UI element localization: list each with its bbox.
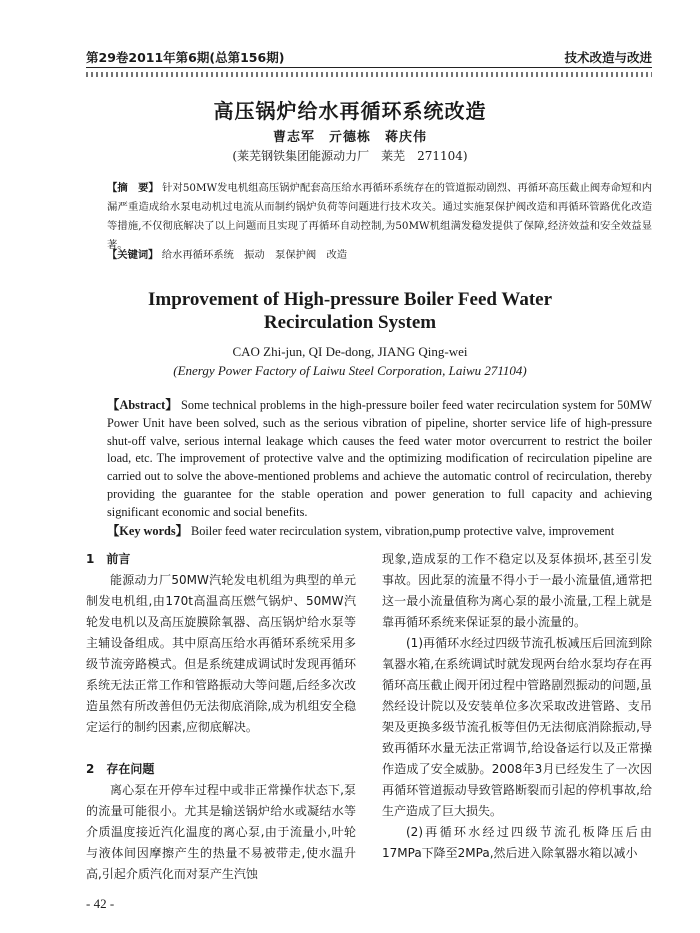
english-title-line2: Recirculation System <box>263 312 437 333</box>
section-1-paragraph: 能源动力厂50MW汽轮发电机组为典型的单元制发电机组,由170t高温高压燃气锅炉、50MW汽轮发电机以及高压旋膜除氧器、高压锅炉给水泵等主辅设备组成。其中原高压给水再循环系统采用多级节流旁路模式。但是系统建成调试时发现再循环系统无法正常工作和管路振动大等问题,后经多次改造虽然有所改善但仍无法彻底消除,成为机组安全稳定运行的制约因素,应彻底解决。 <box>86 573 356 734</box>
body-right-column <box>382 549 652 864</box>
chinese-keywords <box>107 246 652 261</box>
keywords-text: 给水再循环系统 振动 泵保护阀 改造 <box>161 249 348 261</box>
chinese-affiliation: (莱芜钢铁集团能源动力厂 莱芜 271104) <box>232 149 468 163</box>
chinese-authors: 曹志军 亓德栋 蒋庆伟 <box>272 130 427 145</box>
journal-issue: 第29卷2011年第6期(总第156期) <box>86 50 285 65</box>
chinese-title: 高压锅炉给水再循环系统改造 <box>213 99 487 123</box>
page-number: - 42 - <box>86 896 115 911</box>
continued-paragraph: 现象,造成泵的工作不稳定以及泵体损坏,甚至引发事故。因此泵的流量不得小于一最小流量值,通常把这一最小流量值称为离心泵的最小流量,工程上就是靠再循环系统来保证泵的最小流量的。 <box>382 552 652 629</box>
english-keywords <box>107 523 652 541</box>
english-abstract-text: Some technical problems in the high-pressure boiler feed water recirculation system for 50MW Power Unit have been solved, such as the serious vibration of pipeline, shorter service life of high-pressure shut-off valve, serious internal leakage which causes the feed water motor overcurrent to restrict the boiler load, etc. The improvement of protective valve and the optimizing modification of recirculation pipeline are carried out to solve the above-mentioned problems and achieve the automatic control of recirculation, thereby providing the guarantee for the stable operation and power generation to full capacity and achieving significant economic and social benefits. <box>107 398 653 519</box>
section-2-heading: 2 存在问题 <box>86 762 155 776</box>
english-abstract <box>107 397 652 522</box>
section-name: 技术改造与改进 <box>564 50 652 65</box>
english-abstract-label: 【Abstract】 <box>107 398 178 412</box>
english-keywords-text: Boiler feed water recirculation system, vibration,pump protective valve, improvement <box>191 524 615 538</box>
header-rule <box>86 67 652 68</box>
english-affiliation: (Energy Power Factory of Laiwu Steel Corporation, Laiwu 271104) <box>173 363 527 378</box>
header-ornament-rule <box>86 72 652 77</box>
section-gap <box>86 738 356 759</box>
english-title-line1: Improvement of High-pressure Boiler Feed Water <box>147 289 553 310</box>
english-title <box>0 288 700 334</box>
english-keywords-label: 【Key words】 <box>107 524 188 538</box>
item-1-paragraph: (1)再循环水经过四级节流孔板减压后回流到除氧器水箱,在系统调试时就发现两台给水泵均存在再循环高压截止阀开闭过程中管路剧烈振动的问题,虽然经设计院以及安装单位多次采取改进管路、支吊架及更换多级节流孔板等但仍无法彻底消除振动,导致再循环水量无法正常调节,给设备运行以及正常操作造成了安全威胁。2008年3月已经发生了一次因再循环管道振动导致管路断裂而引起的停机事故,给生产造成了巨大损失。 <box>382 636 652 818</box>
abstract-label: 【摘 要】 <box>107 182 159 194</box>
section-1-heading: 1 前言 <box>86 552 131 566</box>
english-authors: CAO Zhi-jun, QI De-dong, JIANG Qing-wei <box>232 344 468 359</box>
chinese-abstract <box>107 179 652 255</box>
item-2-paragraph: (2)再循环水经过四级节流孔板降压后由17MPa下降至2MPa,然后进入除氧器水箱以减小 <box>382 825 652 860</box>
abstract-text: 针对50MW发电机组高压锅炉配套高压给水再循环系统存在的管道振动剧烈、再循环高压截止阀寿命短和内漏严重造成给水泵电动机过电流从而制约锅炉负荷等问题进行技术攻关。通过实施泵保护阀改造和再循环管路优化改造等措施,不仅彻底解决了以上问题而且实现了再循环自动控制,为50MW机组满发稳发提供了保障,经济效益和安全效益显著。 <box>107 182 652 251</box>
section-2-paragraph: 离心泵在开停车过程中或非正常操作状态下,泵的流量可能很小。尤其是输送锅炉给水或凝结水等介质温度接近汽化温度的离心泵,由于流量小,叶轮与液体间因摩擦产生的热量不易被带走,使水温升高,引起介质汽化而对泵产生汽蚀 <box>86 783 356 881</box>
running-header <box>86 46 652 68</box>
body-left-column <box>86 549 356 885</box>
keywords-label: 【关键词】 <box>107 249 159 261</box>
